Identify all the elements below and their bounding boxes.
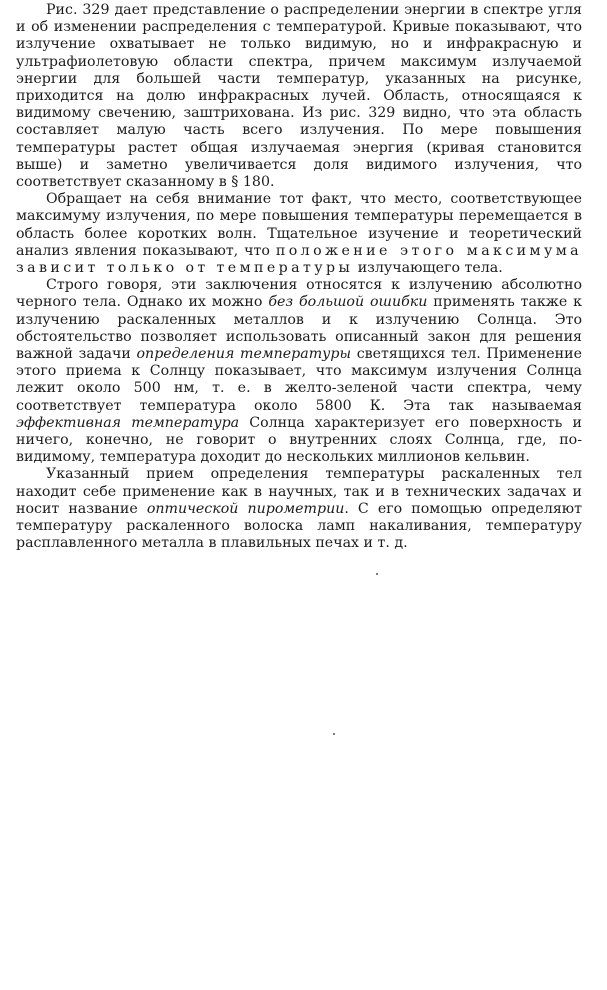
paragraph-1-text: Рис. 329 дает представление о распределении энергии в спектре угля и об изменении распределения с температурой. Кривые показывают, что излучение охватывает не только видимую, но и инфракрасную и ультрафиолетовую области спектра, причем максимум излучаемой энергии для большей части температур, указанных на рисунке, приходится на долю инфракрасных лучей. Область, относящаяся к видимому свечению, заштрихована. Из рис. 329 видно, что эта область составляет малую часть всего излучения. По мере повышения температуры растет общая излучаемая энергия (кривая становится выше) и заметно увеличивается доля видимого излучения, что соответствует сказанному в § 180. [16, 2, 582, 191]
paragraph-3-italic-c: эффективная температура [16, 414, 240, 431]
paragraph-3-text-b: применять также к излучению раскаленных металлов и к излучению Солнца. Это обстоятельство позволяет использовать описанный закон для решения важной задачи [16, 294, 582, 363]
paragraph-3-text-c: светящихся тел. Применение этого приема к Солнцу показывает, что максимум излучения Солнца лежит около 500 нм, т. е. в желто-зеленой части спектра, чему соответствует температура около 5800 К. Эта так называемая [16, 346, 582, 414]
paragraph-3-text-d: Солнца характеризует его поверхность и ничего, конечно, не говорит о внутренних слоях Солнца, где, по-видимому, температура доходит до нескольких миллионов кельвин. [16, 414, 582, 466]
paragraph-2 [16, 191, 582, 277]
paragraph-2-spaced-emphasis: положение этого максимума зависит только от температуры [16, 242, 583, 277]
paragraph-3-text-a: Строго говоря, эти заключения относятся к излучению абсолютно черного тела. Однако их можно [16, 277, 582, 311]
paragraph-4 [16, 466, 582, 552]
paragraph-3 [16, 277, 582, 466]
scan-speck [376, 573, 378, 575]
scan-speck [333, 733, 335, 735]
paragraph-4-text-b: . С его помощью определяют температуру раскаленного волоска ламп накаливания, температуру расплавленного металла в плавильных печах и т. д. [16, 500, 582, 552]
paragraph-2-text-b: излучающего тела. [353, 260, 503, 277]
paragraph-3-italic-a: без большой ошибки [268, 294, 428, 311]
paragraph-4-italic-a: оптической пирометрии [146, 500, 345, 517]
paragraph-3-italic-b: определения температуры [136, 346, 352, 363]
paragraph-1 [16, 2, 582, 191]
document-page [16, 2, 582, 553]
paragraph-4-text-a: Указанный прием определения температуры раскаленных тел находит себе применение как в научных, так и в технических задачах и носит название [16, 466, 582, 517]
paragraph-2-text-a: Обращает на себя внимание тот факт, что место, соответствующее максимуму излучения, по мере повышения температуры перемещается в область более коротких волн. Тщательное изучение и теоретический анализ явления показывают, что [16, 191, 582, 259]
